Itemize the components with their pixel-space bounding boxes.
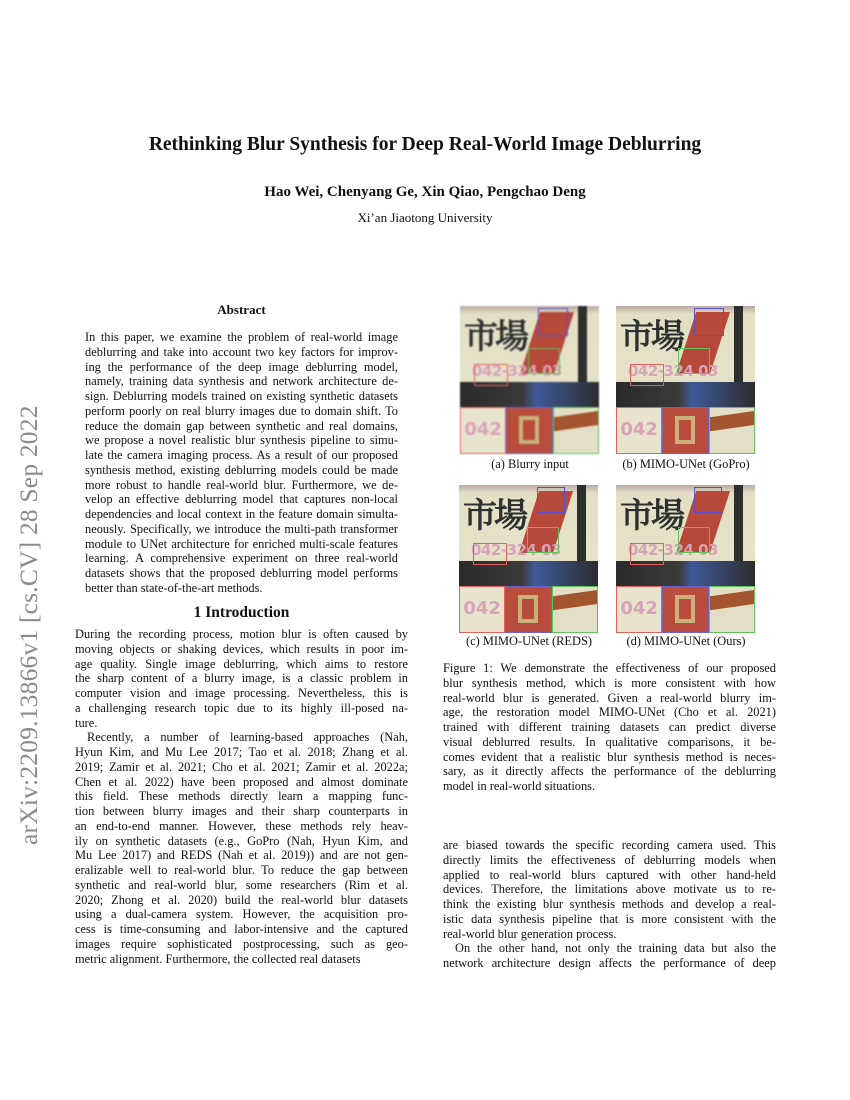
text-line: late the camera imaging process. As a result of our proposed <box>85 448 398 462</box>
text-line: cess is time-consuming and labor-intensive and the captured <box>75 922 408 936</box>
text-line: using a dual-camera system. However, the acquisition pro- <box>75 907 408 922</box>
subfigure-caption: (c) MIMO-UNet (REDS) <box>466 634 592 648</box>
text-line: istic data synthesis pipeline that is more consistent with the <box>443 911 776 926</box>
crop-red: 042 <box>616 407 662 454</box>
text-line: perform poorly on real blurry images due to domain shift. To <box>85 403 398 418</box>
text-line: ily on synthetic datasets (e.g., GoPro (Nah, Hyun Kim, and <box>75 833 408 848</box>
zoom-crops <box>460 407 599 454</box>
text-line: In this paper, we examine the problem of real-world image <box>85 330 398 344</box>
image-sign-number: 042-324 03 <box>471 541 561 559</box>
crop-green <box>709 586 755 633</box>
zoom-region-box <box>678 527 710 553</box>
crop-green <box>553 407 599 454</box>
text-line: namely, training data synthesis and network architecture de- <box>85 374 398 389</box>
text-line: eralizable well to real-world blur. To reduce the gap between <box>75 863 408 877</box>
zoom-crops <box>616 407 755 454</box>
text-line: synthesis method, existing deblurring models could be made <box>85 462 398 477</box>
text-line: sign. Deblurring models trained on existing synthetic datasets <box>85 389 398 403</box>
text-line: datasets shows that the proposed deblurring model performs <box>85 566 398 580</box>
crop-red: 042 <box>460 407 506 454</box>
zoom-region-box <box>474 364 508 386</box>
image-sign-characters: 市場 <box>620 317 682 357</box>
zoom-region-box <box>678 348 710 374</box>
text-line: reduce the domain gap between synthetic and real domains, <box>85 418 398 433</box>
text-line: 2020; Zhong et al. 2020) build the real-world blur datasets <box>75 892 408 907</box>
text-line: comes evident that a realistic blur synthesis method is neces- <box>443 749 776 764</box>
zoom-region-box <box>630 364 664 386</box>
text-line: the sharp content of a blurry image, is a classic problem in <box>75 671 408 686</box>
zoom-crops <box>616 586 755 633</box>
text-line: visual deblurred results. In qualitative comparisons, it be- <box>443 734 776 749</box>
text-line: applied to real-world blurs captured with other hand-held <box>443 867 776 882</box>
text-line: moving objects or shaking devices, which results in poor im- <box>75 641 408 656</box>
arxiv-stamp: arXiv:2209.13866v1 [cs.CV] 28 Sep 2022 <box>14 405 43 845</box>
text-line: During the recording process, motion blur is often caused by <box>75 627 408 641</box>
text-line: neously. Specifically, we introduce the multi-path transformer <box>85 521 398 536</box>
right-column-text <box>443 838 776 971</box>
zoom-region-box <box>694 487 722 513</box>
subfigure-caption: (d) MIMO-UNet (Ours) <box>626 634 746 648</box>
text-line: age quality. Single image deblurring, which aims to restore <box>75 656 408 671</box>
text-line: dependencies and local context in the feature domain simulta- <box>85 507 398 521</box>
text-line: devices. Therefore, the limitations above motivate us to re- <box>443 882 776 897</box>
text-line: a challenging research topic due to its highly ill-posed na- <box>75 700 408 715</box>
figure-caption <box>443 661 776 794</box>
text-line: synthetic and real-world blur, some researchers (Rim et al. <box>75 877 408 892</box>
text-line: velop an effective deblurring model that captures non-local <box>85 492 398 507</box>
text-line: model in real-world situations. <box>443 779 596 793</box>
crop-red: 042 <box>616 586 662 633</box>
image-sign-characters: 市場 <box>620 496 682 536</box>
abstract-heading: Abstract <box>217 302 266 317</box>
zoom-crops <box>459 586 598 633</box>
subfigure-caption: (b) MIMO-UNet (GoPro) <box>622 457 750 471</box>
text-line: Figure 1: We demonstrate the effectiveness of our proposed <box>443 661 776 675</box>
crop-blue <box>506 407 552 454</box>
figure-image <box>616 306 755 454</box>
text-line: metric alignment. Furthermore, the collected real datasets <box>75 951 361 966</box>
affiliation: Xi’an Jiaotong University <box>357 210 493 225</box>
zoom-region-box <box>527 527 559 553</box>
text-line: Chen et al. 2022) have been proposed and almost dominate <box>75 774 408 789</box>
text-line: think the existing blur synthesis methods and develop a real- <box>443 897 776 911</box>
text-line: Mu Lee 2017) and REDS (Nah et al. 2019)) and are not gen- <box>75 848 408 863</box>
figure-image <box>459 485 598 633</box>
text-line: 2019; Zamir et al. 2021; Cho et al. 2021; Zamir et al. 2022a; <box>75 759 408 774</box>
text-line: images require sophisticated postprocessing, such as geo- <box>75 936 408 951</box>
text-line: an end-to-end manner. However, these methods rely heav- <box>75 818 408 833</box>
text-line: network architecture design affects the performance of deep <box>443 956 776 970</box>
text-line: Hyun Kim, and Mu Lee 2017; Tao et al. 2018; Zhang et al. <box>75 745 408 759</box>
text-line: ture. <box>75 715 98 730</box>
introduction-heading: 1 Introduction <box>193 604 290 621</box>
zoom-region-box <box>694 308 724 336</box>
text-line: this field. These methods directly learn a mapping func- <box>75 789 408 804</box>
text-line: tion between blurry images and their sharp counterparts in <box>75 804 408 818</box>
text-line: On the other hand, not only the training data but also the <box>455 941 776 956</box>
text-line: blur synthesis method, which is more consistent with how <box>443 675 776 690</box>
image-sign-characters: 市場 <box>463 496 525 536</box>
figure-image <box>616 485 755 633</box>
crop-blue <box>662 586 708 633</box>
text-line: are biased towards the specific recording camera used. This <box>443 838 776 852</box>
crop-blue <box>505 586 551 633</box>
text-line: real-world blur is generated. Given a real-world blurry im- <box>443 690 776 705</box>
zoom-region-box <box>528 348 560 374</box>
zoom-region-box <box>630 543 664 565</box>
text-line: learning. A comprehensive experiment on three real-world <box>85 551 398 566</box>
text-line: module to UNet architecture for enriched multi-scale features <box>85 536 398 551</box>
image-sign-number: 042-324 03 <box>628 362 718 380</box>
subfigure-caption: (a) Blurry input <box>491 457 569 471</box>
text-line: deblurring and take into account two key factors for improv- <box>85 344 398 359</box>
image-sign-characters: 市場 <box>464 317 526 357</box>
text-line: ing the performance of the deep image deblurring model, <box>85 359 398 374</box>
figure-image <box>460 306 599 454</box>
text-line: Recently, a number of learning-based approaches (Nah, <box>87 730 408 745</box>
crop-blue <box>662 407 708 454</box>
text-line: sary, as it directly affects the performance of the deblurring <box>443 764 776 779</box>
text-line: computer vision and image processing. Nevertheless, this is <box>75 686 408 700</box>
crop-green <box>552 586 598 633</box>
zoom-region-box <box>537 487 565 513</box>
introduction-text <box>75 627 408 966</box>
crop-green <box>709 407 755 454</box>
text-line: we propose a novel realistic blur synthesis pipeline to simu- <box>85 433 398 448</box>
text-line: more robust to handle real-world blur. Furthermore, we de- <box>85 477 398 492</box>
text-line: directly limits the effectiveness of deblurring models when <box>443 852 776 867</box>
text-line: real-world blur generation process. <box>443 926 617 941</box>
image-sign-number: 042-324 03 <box>628 541 718 559</box>
abstract-text <box>85 330 398 596</box>
author-list: Hao Wei, Chenyang Ge, Xin Qiao, Pengchao Deng <box>264 184 586 200</box>
text-line: age, the restoration model MIMO-UNet (Cho et al. 2021) <box>443 705 776 720</box>
zoom-region-box <box>538 308 568 336</box>
image-sign-number: 042-324 03 <box>472 362 562 380</box>
text-line: trained with different training datasets can predict diverse <box>443 720 776 734</box>
zoom-region-box <box>473 543 507 565</box>
paper-title: Rethinking Blur Synthesis for Deep Real-World Image Deblurring <box>148 134 702 155</box>
crop-red: 042 <box>459 586 505 633</box>
text-line: better than state-of-the-art methods. <box>85 580 263 595</box>
